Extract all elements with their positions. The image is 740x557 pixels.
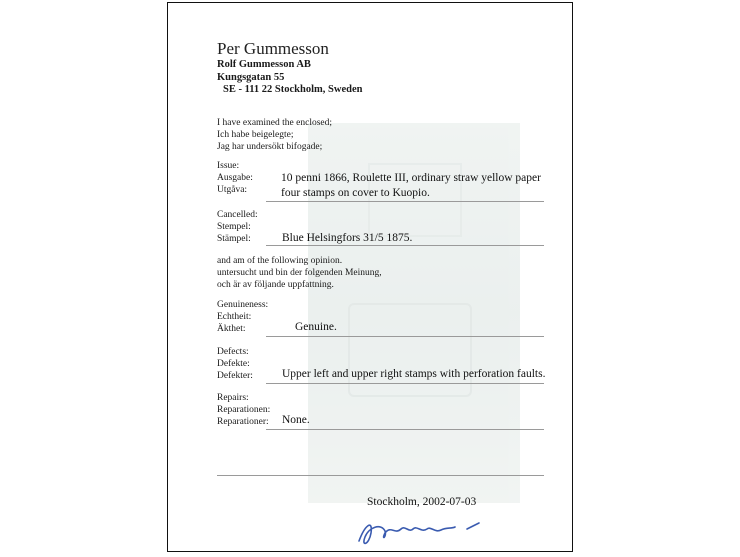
defects-label-de: Defekte: <box>217 359 250 369</box>
defects-label-sv: Defekter: <box>217 371 253 381</box>
opinion-line-de: untersucht und bin der folgenden Meinung, <box>217 268 382 278</box>
company-name: Rolf Gummesson AB <box>217 59 311 70</box>
intro-line-de: Ich habe beigelegte; <box>217 130 294 140</box>
opinion-line-sv: och är av följande uppfattning. <box>217 280 334 290</box>
repairs-label-de: Reparationen: <box>217 405 271 415</box>
issue-label-sv: Utgåva: <box>217 185 248 195</box>
cancelled-label-en: Cancelled: <box>217 210 258 220</box>
opinion-text <box>217 255 382 291</box>
opinion-line-en: and am of the following opinion. <box>217 256 343 266</box>
issue-value-line-1: 10 penni 1866, Roulette III, ordinary straw yellow paper <box>281 172 541 184</box>
defects-value: Upper left and upper right stamps with perforation faults. <box>282 368 546 380</box>
intro-line-en: I have examined the enclosed; <box>217 118 333 128</box>
expert-name: Per Gummesson <box>217 39 329 58</box>
issue-rule <box>266 201 544 202</box>
place-date: Stockholm, 2002-07-03 <box>367 496 477 508</box>
genuineness-rule <box>266 336 544 337</box>
city-address: SE - 111 22 Stockholm, Sweden <box>223 84 363 95</box>
issue-value-line-2: four stamps on cover to Kuopio. <box>281 187 430 199</box>
blank-rule <box>217 475 544 476</box>
certificate-page <box>167 2 573 552</box>
cancelled-value: Blue Helsingfors 31/5 1875. <box>282 232 413 244</box>
genuineness-value: Genuine. <box>295 321 337 333</box>
intro-text <box>217 117 332 153</box>
genuineness-label-en: Genuineness: <box>217 300 269 310</box>
genuineness-label-sv: Äkthet: <box>217 324 246 334</box>
cancelled-rule <box>266 245 544 246</box>
defects-rule <box>266 383 544 384</box>
issue-label-en: Issue: <box>217 161 240 171</box>
repairs-labels <box>217 392 270 428</box>
cancelled-label-sv: Stämpel: <box>217 234 251 244</box>
issue-labels <box>217 160 253 196</box>
defects-labels <box>217 346 253 382</box>
genuineness-label-de: Echtheit: <box>217 312 252 322</box>
cancelled-labels <box>217 209 258 245</box>
intro-line-sv: Jag har undersökt bifogade; <box>217 142 323 152</box>
repairs-label-en: Repairs: <box>217 393 249 403</box>
defects-label-en: Defects: <box>217 347 249 357</box>
street-address: Kungsgatan 55 <box>217 72 285 83</box>
repairs-label-sv: Reparationer: <box>217 417 269 427</box>
repairs-value: None. <box>282 414 310 426</box>
genuineness-labels <box>217 299 268 335</box>
cancelled-label-de: Stempel: <box>217 222 251 232</box>
signature <box>351 511 501 551</box>
issue-label-de: Ausgabe: <box>217 173 253 183</box>
repairs-rule <box>266 429 544 430</box>
